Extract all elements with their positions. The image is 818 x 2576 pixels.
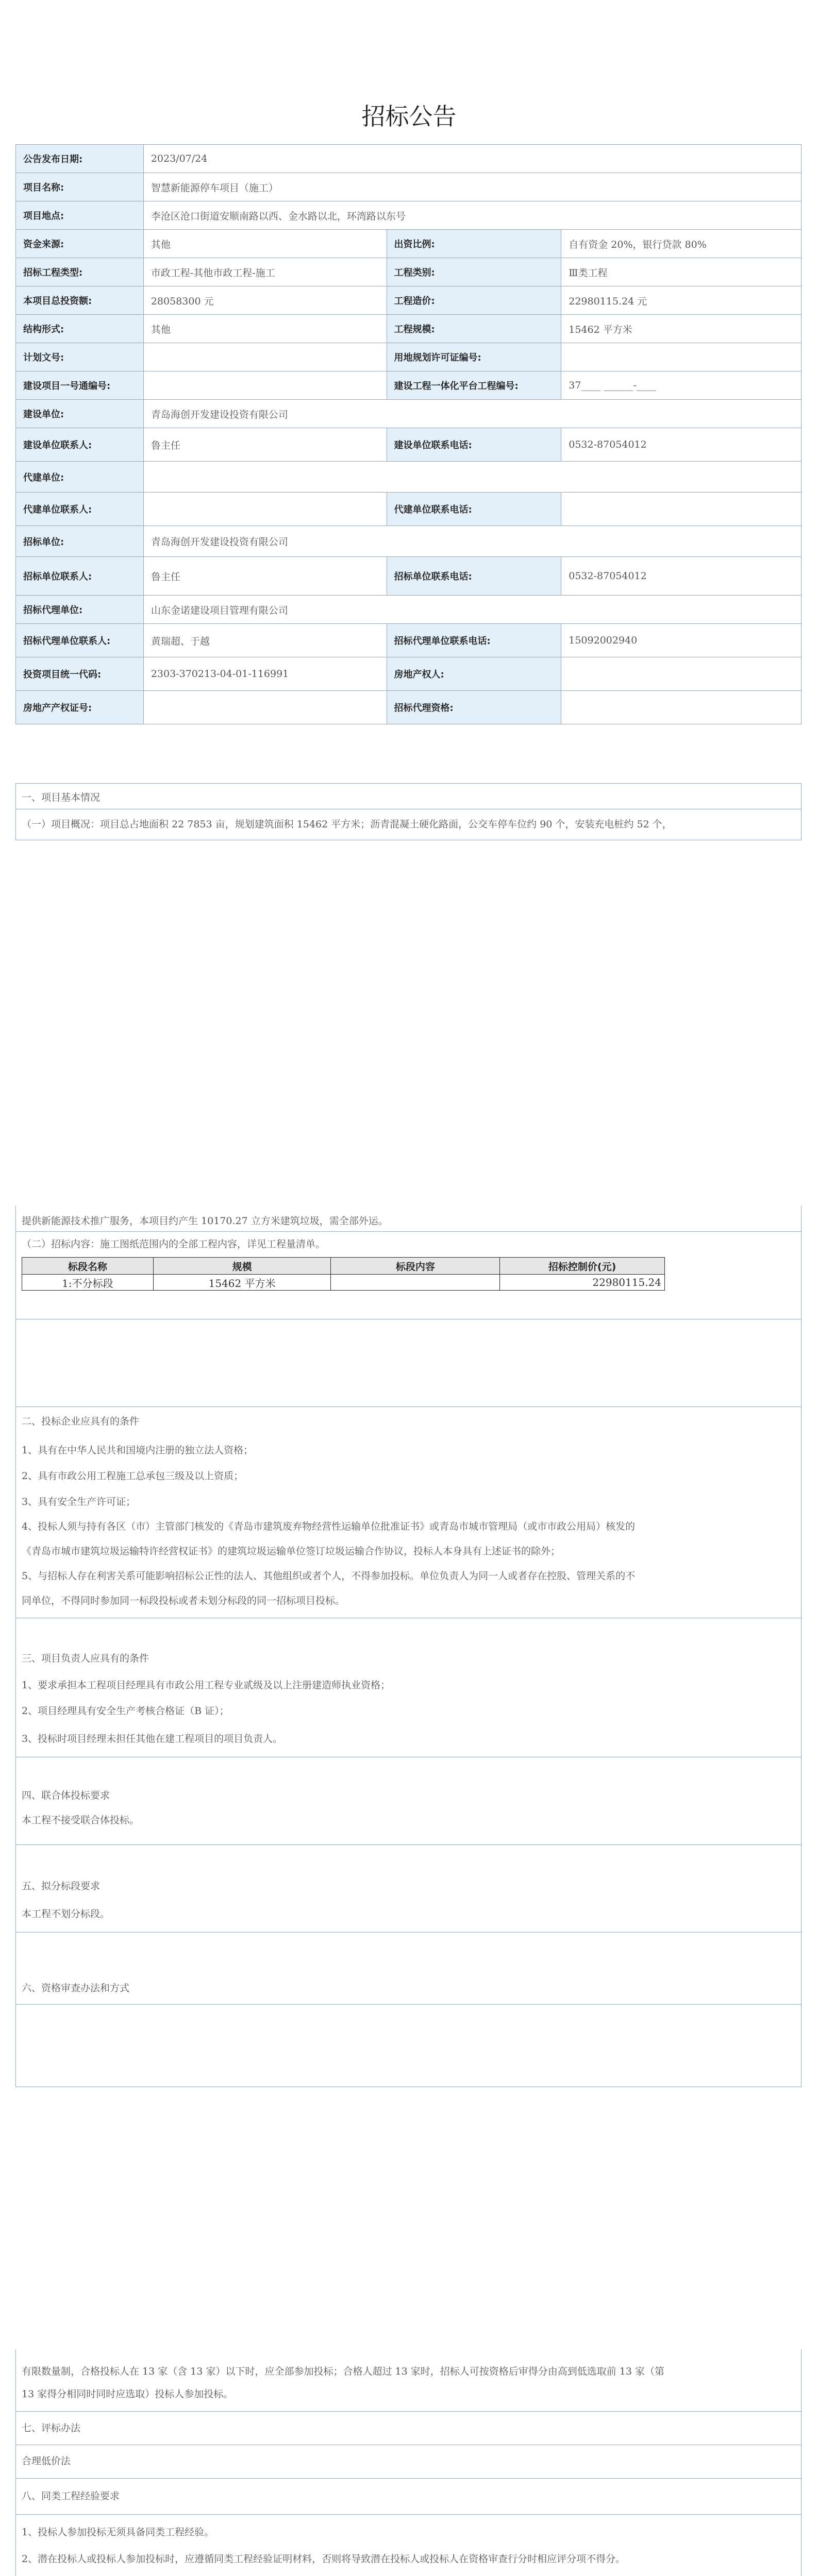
section-1-p1: （一）项目概况：项目总占地面积 22 7853 亩，规划建筑面积 15462 平方米；沥青混凝土硬化路面，公交车停车位约 90 个，安装充电桩约 52 个， [22, 819, 672, 830]
plan-no [143, 343, 387, 371]
project-code [143, 371, 387, 400]
project-cost-label: 工程造价: [387, 286, 561, 315]
tender-agent-contact: 黄瑞超、于越 [143, 624, 387, 657]
land-permit [561, 343, 802, 371]
section-1-heading: 一、项目基本情况 [22, 792, 101, 803]
project-code2-label: 投资项目统一代码: [16, 657, 144, 691]
project-scale-label: 工程规模: [387, 315, 561, 343]
developer [561, 657, 802, 691]
lots-header-price: 招标控制价(元) [500, 1258, 665, 1275]
publish-date: 2023/07/24 [143, 145, 801, 173]
tender-agent-contact-label: 招标代理单位联系人: [16, 624, 144, 657]
funding-label: 资金来源: [16, 230, 144, 258]
project-cost: 22980115.24 元 [561, 286, 802, 315]
tenderer-contact-label: 招标单位联系人: [16, 557, 144, 596]
integration-code-label: 建设工程一体化平台工程编号: [387, 371, 561, 400]
tenderer-label: 招标单位: [16, 526, 144, 557]
section-3-item-2: 2、项目经理具有安全生产考核合格证（B 证）； [22, 1705, 229, 1717]
land-permit-label: 用地规划许可证编号: [387, 343, 561, 371]
project-name: 智慧新能源停车项目（施工） [143, 173, 801, 201]
section-2-item-5: 5、与招标人存在利害关系可能影响招标公正性的法人、其他组织或者个人，不得参加投标。单位负责人为同一人或者存在控股、管理关系的不 [22, 1570, 636, 1582]
developer-cert-label: 房地产产权证号: [16, 691, 144, 724]
lot-price: 22980115.24 [500, 1275, 665, 1291]
publish-date-label: 公告发布日期: [16, 145, 144, 173]
lots-header-content: 标段内容 [331, 1258, 500, 1275]
agent-contact-label: 代建单位联系人: [16, 493, 144, 526]
project-code2: 2303-370213-04-01-116991 [143, 657, 387, 691]
tenderer-contact: 鲁主任 [143, 557, 387, 596]
section-6-p2: 13 家得分相同时同时应选取）投标人参加投标。 [22, 2388, 233, 2400]
section-3-item-1: 1、要求承担本工程项目经理具有市政公用工程专业贰级及以上注册建造师执业资格； [22, 1680, 391, 1691]
tender-agent-phone: 15092002940 [561, 624, 802, 657]
structure-type: 其他 [143, 315, 387, 343]
section-4-text: 本工程不接受联合体投标。 [22, 1815, 140, 1826]
tenderer-phone: 0532-87054012 [561, 557, 802, 596]
bid-project-type: 市政工程-其他市政工程-施工 [143, 258, 387, 286]
section-1-p2: 提供新能源技术推广服务，本项目约产生 10170.27 立方米建筑垃圾，需全部外运。 [22, 1215, 388, 1227]
project-code-label: 建设项目一号通编号: [16, 371, 144, 400]
section-2-heading: 二、投标企业应具有的条件 [22, 1416, 140, 1427]
agent-builder [143, 462, 801, 493]
section-1-p3: （二）招标内容：施工图纸范围内的全部工程内容，详见工程量清单。 [22, 1239, 326, 1250]
investment-ratio: 自有资金 20%，银行贷款 80% [561, 230, 802, 258]
section-2-item-2: 2、具有市政公用工程施工总承包三级及以上资质； [22, 1470, 244, 1482]
section-2-item-4b: 《青岛市城市建筑垃圾运输特许经营权证书》的建筑垃圾运输单位签订垃圾运输合作协议，投标人本身具有上述证书的除外； [22, 1546, 561, 1557]
agent-qual [561, 691, 802, 724]
agent-builder-label: 代建单位: [16, 462, 144, 493]
section-7-text: 合理低价法 [22, 2455, 71, 2467]
section-2-item-5b: 同单位，不得同时参加同一标段投标或者未划分标段的同一招标项目投标。 [22, 1595, 345, 1606]
total-investment-label: 本项目总投资额: [16, 286, 144, 315]
section-6-p1: 有限数量制，合格投标人在 13 家（含 13 家）以下时，应全部参加投标；合格人超过 13 家时，招标人可按资格后审得分由高到低选取前 13 家（第 [22, 2366, 665, 2377]
section-3-heading: 三、项目负责人应具有的条件 [22, 1653, 149, 1664]
project-location-label: 项目地点: [16, 201, 144, 230]
builder-contact: 鲁主任 [143, 428, 387, 462]
section-8-heading: 八、同类工程经验要求 [22, 2490, 120, 2502]
section-3-item-3: 3、投标时项目经理未担任其他在建工程项目的项目负责人。 [22, 1733, 283, 1744]
section-2-item-4: 4、投标人须与持有各区（市）主管部门核发的《青岛市建筑废弃物经营性运输单位批准证书》或青岛市城市管理局（或市市政公用局）核发的 [22, 1521, 636, 1532]
section-4-heading: 四、联合体投标要求 [22, 1790, 110, 1801]
agent-phone [561, 493, 802, 526]
lots-header-name: 标段名称 [22, 1258, 154, 1275]
section-2-item-1: 1、具有在中华人民共和国境内注册的独立法人资格； [22, 1445, 254, 1456]
tenderer-phone-label: 招标单位联系电话: [387, 557, 561, 596]
section-8-item-2: 2、潜在投标人或投标人参加投标时，应遵循同类工程经验证明材料，否则将导致潜在投标人或投标人在资格审查行分时相应评分项不得分。 [22, 2553, 626, 2565]
tender-agent: 山东金诺建设项目管理有限公司 [143, 596, 801, 624]
section-5-heading: 五、拟分标段要求 [22, 1880, 101, 1892]
bid-project-type-label: 招标工程类型: [16, 258, 144, 286]
section-7-heading: 七、评标办法 [22, 2422, 81, 2434]
project-location: 李沧区沧口街道安顺南路以西、金水路以北，环湾路以东号 [143, 201, 801, 230]
tender-agent-phone-label: 招标代理单位联系电话: [387, 624, 561, 657]
tender-info-table [15, 144, 802, 724]
page-title: 招标公告 [361, 103, 457, 130]
builder-phone: 0532-87054012 [561, 428, 802, 462]
agent-qual-label: 招标代理资格: [387, 691, 561, 724]
developer-label: 房地产权人: [387, 657, 561, 691]
funding: 其他 [143, 230, 387, 258]
section-6-heading: 六、资格审查办法和方式 [22, 1982, 130, 1994]
agent-contact [143, 493, 387, 526]
builder-phone-label: 建设单位联系电话: [387, 428, 561, 462]
integration-code: 37____ ______-____ [561, 371, 802, 400]
structure-type-label: 结构形式: [16, 315, 144, 343]
builder: 青岛海创开发建设投资有限公司 [143, 400, 801, 428]
builder-contact-label: 建设单位联系人: [16, 428, 144, 462]
section-2-item-3: 3、具有安全生产许可证； [22, 1496, 136, 1507]
builder-label: 建设单位: [16, 400, 144, 428]
total-investment: 28058300 元 [143, 286, 387, 315]
investment-ratio-label: 出资比例: [387, 230, 561, 258]
plan-no-label: 计划文号: [16, 343, 144, 371]
page-2-box [15, 1206, 802, 2087]
section-5-text: 本工程不划分标段。 [22, 1908, 110, 1920]
project-scale: 15462 平方米 [561, 315, 802, 343]
section-8-item-1: 1、投标人参加投标无须具备同类工程经验。 [22, 2527, 214, 2538]
agent-phone-label: 代建单位联系电话: [387, 493, 561, 526]
project-category-label: 工程类别: [387, 258, 561, 286]
lots-header-scale: 规模 [153, 1258, 331, 1275]
lot-name: 1:不分标段 [22, 1275, 154, 1291]
tender-agent-label: 招标代理单位: [16, 596, 144, 624]
project-name-label: 项目名称: [16, 173, 144, 201]
lot-scale: 15462 平方米 [153, 1275, 331, 1291]
project-category: Ⅲ类工程 [561, 258, 802, 286]
developer-cert [143, 691, 387, 724]
tenderer: 青岛海创开发建设投资有限公司 [143, 526, 801, 557]
